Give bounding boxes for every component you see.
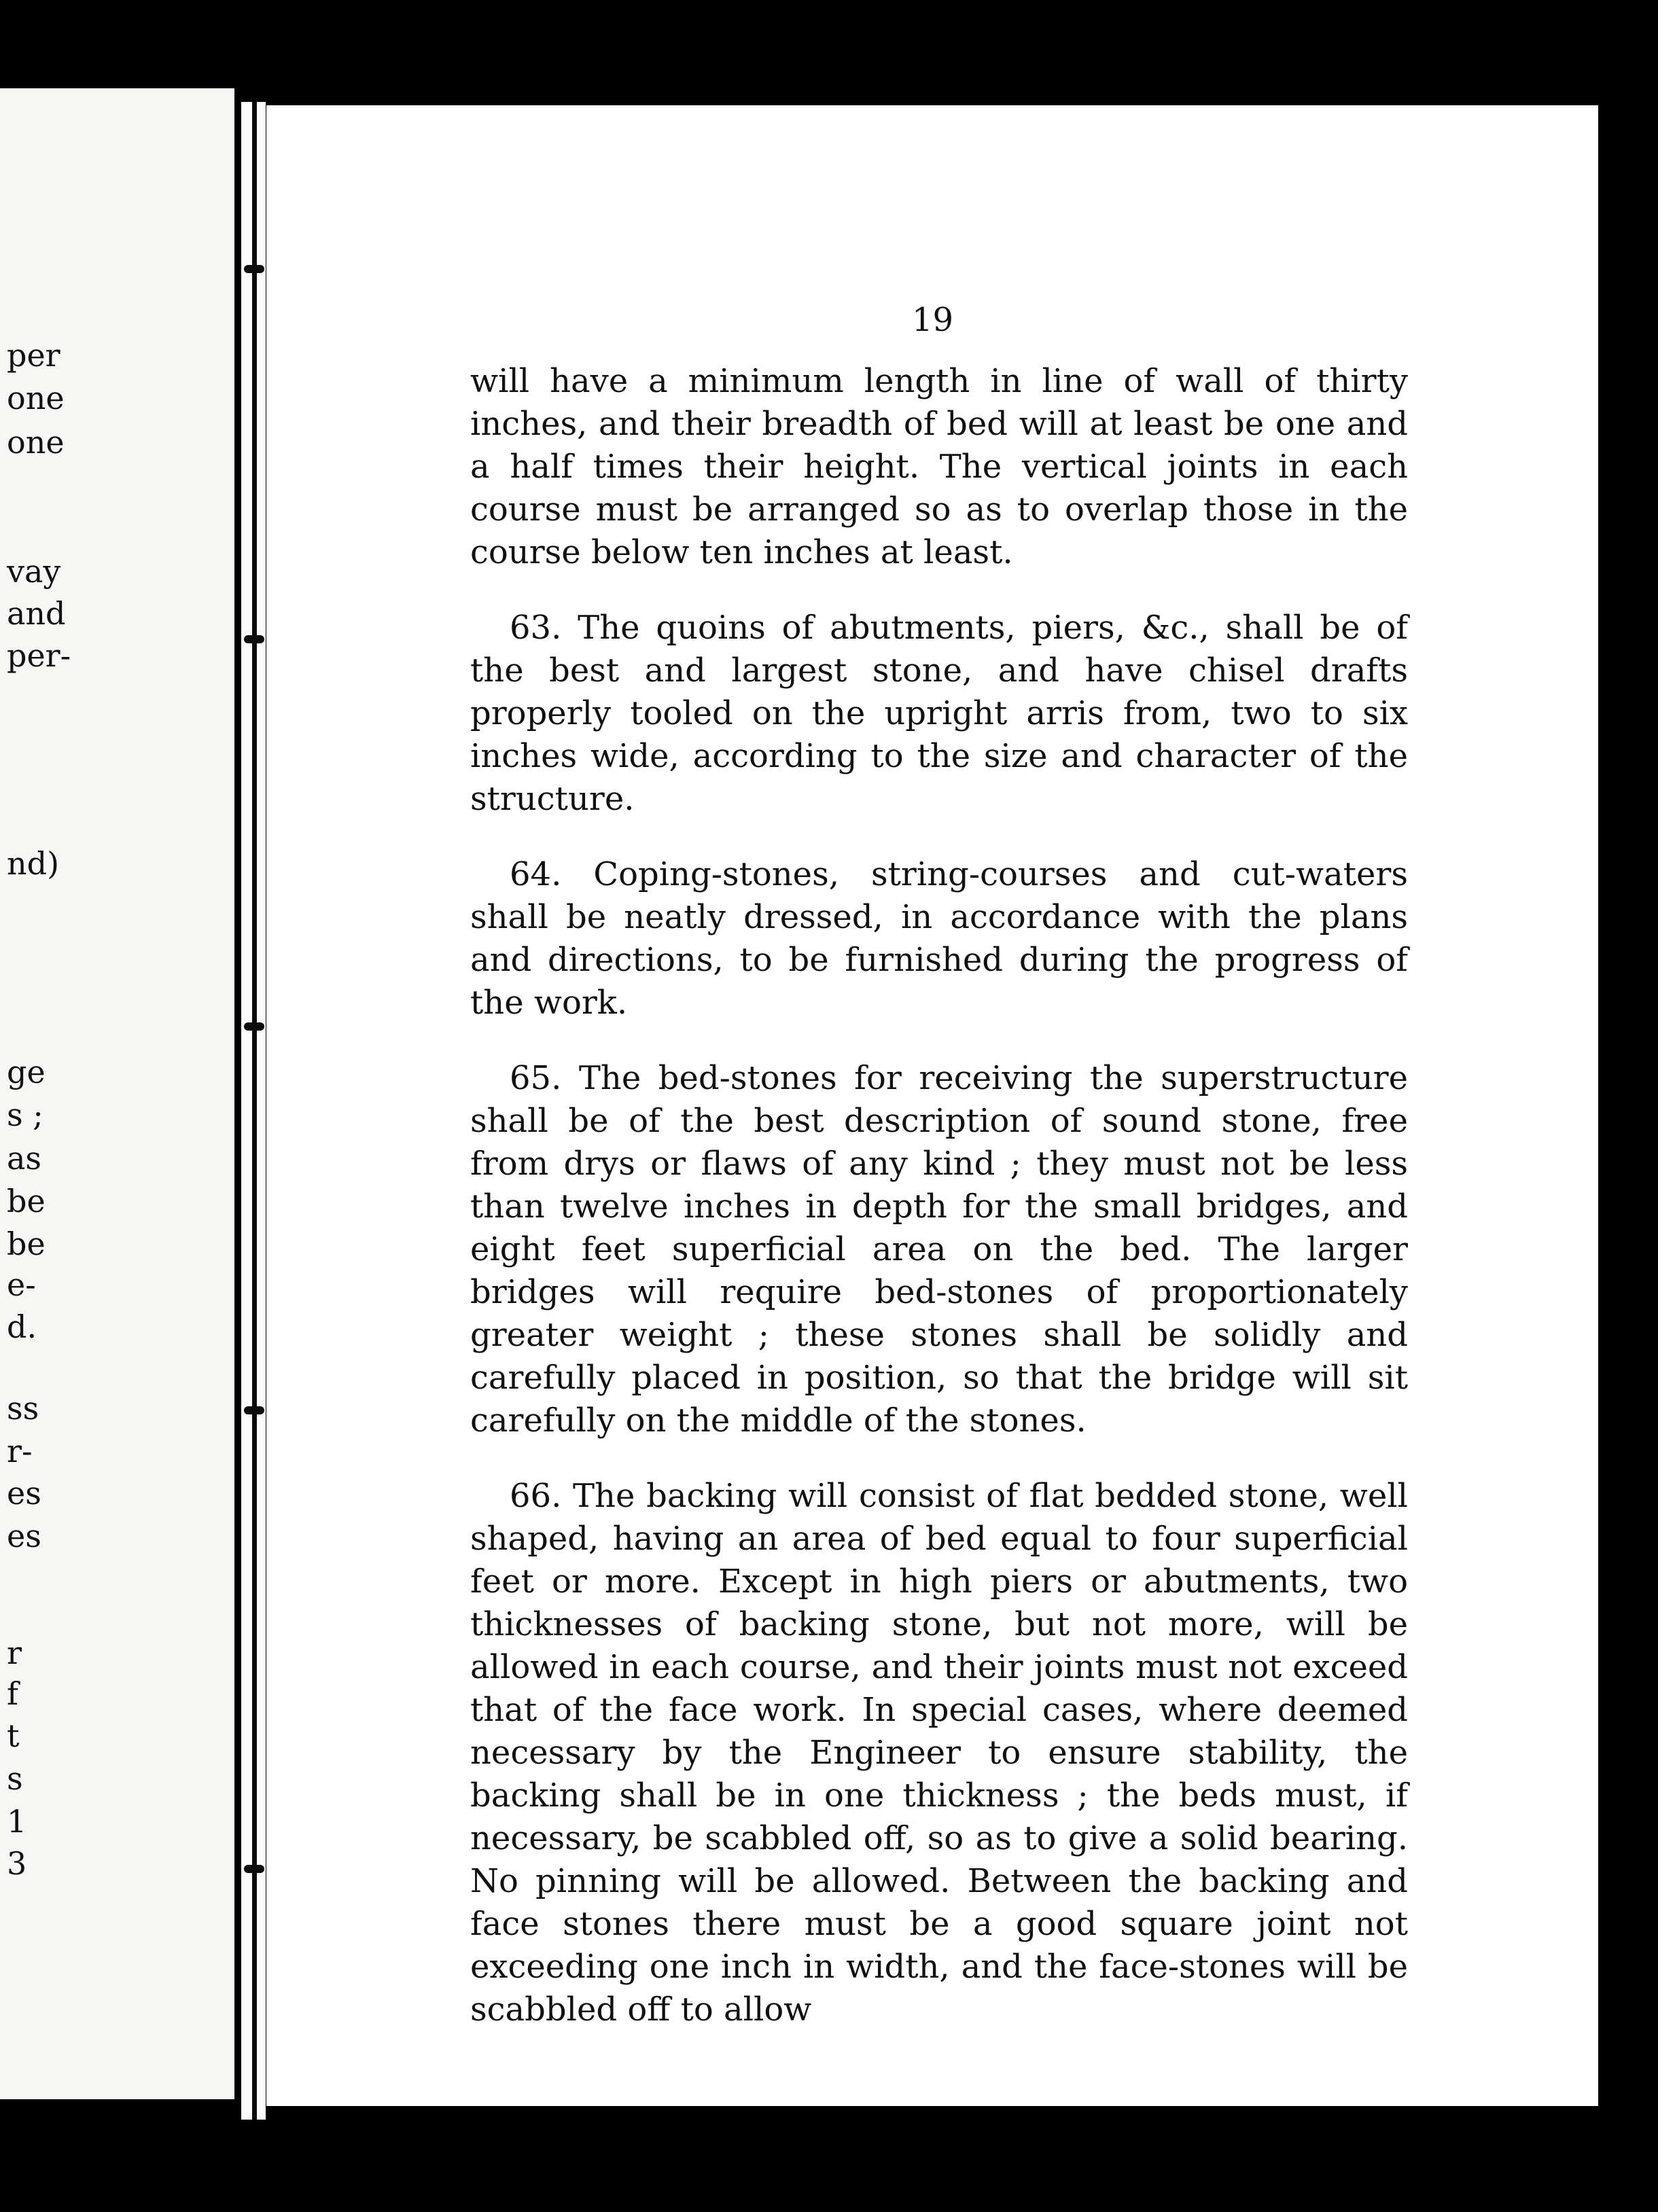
left-page-text: r xyxy=(7,1635,22,1671)
page-body xyxy=(470,360,1408,2031)
left-page-text: s ; xyxy=(7,1096,43,1133)
paragraph-64: 64. Coping-stones, string-courses and cut-waters shall be neatly dressed, in accordance with the plans and directions, to be furnished during the progress of the work. xyxy=(470,855,1408,1022)
left-page-text: 3 xyxy=(7,1845,27,1882)
left-page-fragment xyxy=(0,88,234,2099)
left-page-text: es xyxy=(7,1475,41,1512)
binding-stitch xyxy=(244,1022,264,1031)
left-page-text: 1 xyxy=(7,1803,27,1840)
left-page-text: t xyxy=(7,1717,20,1754)
spine-line xyxy=(252,102,257,2120)
left-page-text: be xyxy=(7,1226,46,1262)
binding-stitch xyxy=(244,635,264,643)
binding-stitch xyxy=(244,265,264,273)
left-page-text: r- xyxy=(7,1433,33,1469)
paragraph-65: 65. The bed-stones for receiving the superstructure shall be of the best description of sound stone, free from drys or flaws of any kind ; they must not be less than twelve inches in depth for the small bridges, and eight feet superficial area on the bed. The larger bridges will require bed-stones of proportionately greater weight ; these stones shall be solidly and carefully placed in position, so that the bridge will sit carefully on the middle of the stones. xyxy=(470,1059,1408,1440)
left-page-text: e- xyxy=(7,1266,36,1303)
left-page-text: and xyxy=(7,595,66,632)
left-page-text: es xyxy=(7,1518,41,1554)
left-page-text: nd) xyxy=(7,845,60,882)
left-page-text: vay xyxy=(7,553,61,590)
left-page-text: be xyxy=(7,1183,46,1219)
paragraph-66: 66. The backing will consist of flat bedded stone, well shaped, having an area of bed equal to four superficial feet or more. Except in high piers or abutments, two thicknesses of backing stone, but not more, will be allowed in each course, and their joints must not exceed that of the face work. In special cases, where deemed necessary by the Engineer to ensure stability, the backing shall be in one thickness ; the beds must, if necessary, be scabbled off, so as to give a solid bearing. No pinning will be allowed. Between the backing and face stones there must be a good square joint not exceeding one inch in width, and the face-stones will be scabbled off to allow xyxy=(470,1477,1408,2029)
paragraph-63: 63. The quoins of abutments, piers, &c., shall be of the best and largest stone, and have chisel drafts properly tooled on the upright arris from, two to six inches wide, according to the size and character of the structure. xyxy=(470,609,1408,818)
left-page-text: ge xyxy=(7,1054,46,1090)
left-page-text: f xyxy=(7,1675,19,1712)
left-page-text: per- xyxy=(7,637,71,674)
left-page-text: per xyxy=(7,337,60,374)
left-page-text: d. xyxy=(7,1308,37,1345)
left-page-text: as xyxy=(7,1140,42,1177)
left-page-text: one xyxy=(7,380,65,416)
book-page xyxy=(266,105,1598,2106)
paragraph-continuation: will have a minimum length in line of wall of thirty inches, and their breadth of bed will at least be one and a half times their height. The vertical joints in each course must be arranged so as to overlap those in the course below ten inches at least. xyxy=(470,362,1408,571)
page-number: 19 xyxy=(912,301,954,339)
left-page-text: ss xyxy=(7,1390,39,1427)
left-page-text: one xyxy=(7,424,65,461)
left-page-text: s xyxy=(7,1760,23,1797)
binding-stitch xyxy=(244,1406,264,1414)
binding-stitch xyxy=(244,1865,264,1873)
book-binding xyxy=(241,102,266,2120)
